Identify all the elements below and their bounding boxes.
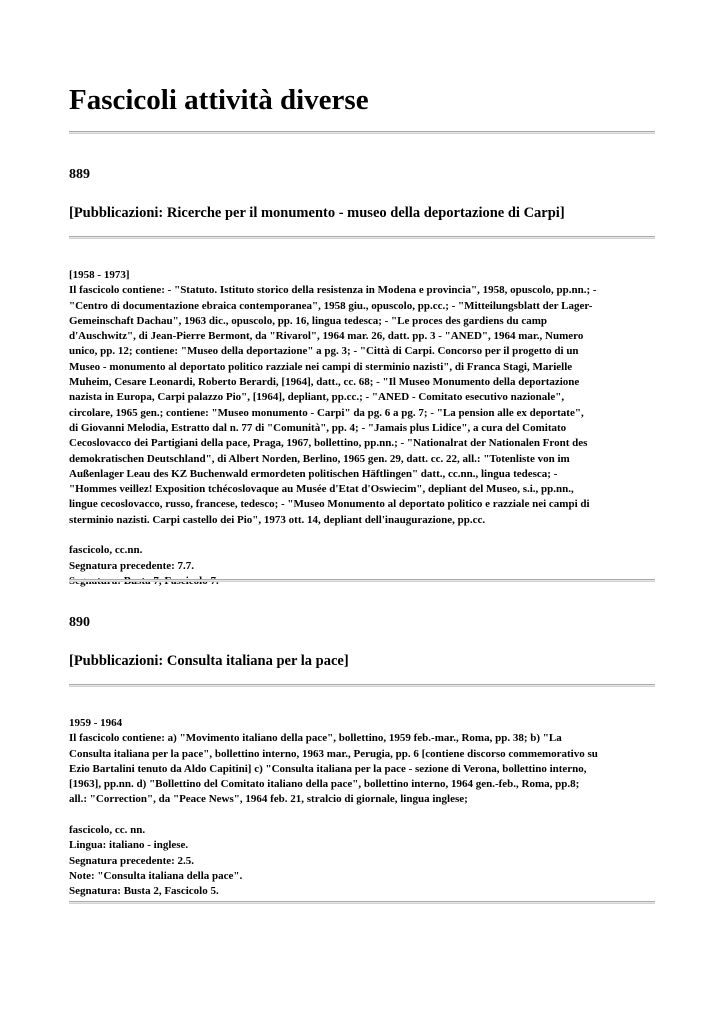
description-line: di Giovanni Melodia, Estratto dal n. 77 di "Comunità", pp. 4; - "Jamais plus Lidice", a cura del Comitato	[69, 421, 567, 434]
note: Note: "Consulta italiana della pace".	[69, 869, 243, 882]
description-line: "Centro di documentazione ebraica contemporanea", 1958 giu., opuscolo, pp.cc.; - "Mitteilungsblatt der Lager-	[69, 299, 593, 312]
description-line: Museo - monumento al deportato politico razziale nei campi di sterminio nazisti", di Franca Stagi, Marielle	[69, 360, 573, 373]
entry-heading: [Pubblicazioni: Ricerche per il monumento - museo della deportazione di Carpi]	[69, 205, 565, 221]
entry-divider	[69, 579, 655, 582]
description-line: circolare, 1965 gen.; contiene: "Museo monumento - Carpi" da pg. 6 a pg. 7; - "La pension alle ex deportate",	[69, 406, 584, 419]
paragraph-gap	[69, 808, 669, 823]
description-line: Muheim, Cesare Leonardi, Roberto Berardi, [1964], datt., cc. 68; - "Il Museo Monumento della deportazione	[69, 376, 580, 389]
description-line: Il fascicolo contiene: - "Statuto. Istituto storico della resistenza in Modena e provincia", 1958, opuscolo, pp.nn.; -	[69, 284, 597, 297]
entry-number: 890	[69, 615, 90, 630]
title-divider	[69, 131, 655, 134]
description-line: demokratischen Deutschland", di Albert Norden, Berlino, 1965 gen. 29, datt. cc. 22, all.: "Totenliste von im	[69, 452, 570, 465]
description-line: all.: "Correction", da "Peace News", 1964 feb. 21, stralcio di giornale, lingua inglese;	[69, 793, 468, 806]
description-line: Außenlager Leau des KZ Buchenwald ermordeten politischen Häftlingen" datt., cc.nn., lingua tedesca; -	[69, 467, 558, 480]
physical-description: fascicolo, cc. nn.	[69, 824, 146, 837]
physical-description: fascicolo, cc.nn.	[69, 544, 143, 557]
language: Lingua: italiano - inglese.	[69, 839, 189, 852]
signature: Segnatura: Busta 2, Fascicolo 5.	[69, 885, 219, 898]
description-line: Il fascicolo contiene: a) "Movimento italiano della pace", bollettino, 1959 feb.-mar., Roma, pp. 38; b) "La	[69, 732, 562, 745]
entry-heading: [Pubblicazioni: Consulta italiana per la pace]	[69, 653, 349, 669]
description-line: sterminio nazisti. Carpi castello dei Pio", 1973 ott. 14, depliant dell'inaugurazione, pp.cc.	[69, 513, 486, 526]
description-line: Consulta italiana per la pace", bollettino interno, 1963 mar., Perugia, pp. 6 [contiene discorso commemorativo su	[69, 747, 598, 760]
previous-signature: Segnatura precedente: 7.7.	[69, 559, 195, 572]
entry-body	[69, 268, 669, 589]
description-line: Gemeinschaft Dachau", 1963 dic., opuscolo, pp. 16, lingua tedesca; - "Le proces des gardiens du camp	[69, 314, 548, 327]
description-line: [1963], pp.nn. d) "Bollettino del Comitato italiano della pace", bollettino interno, 1964 gen.-feb., Roma, pp.8;	[69, 778, 580, 791]
description-line: Ezio Bartalini tenuto da Aldo Capitini] c) "Consulta italiana per la pace - sezione di Verona, bollettino interno,	[69, 762, 587, 775]
description-line: d'Auschwitz", di Jean-Pierre Bermont, da "Rivarol", 1964 mar. 26, datt. pp. 3 - "ANED", 1964 mar., Numero	[69, 330, 584, 343]
description-line: lingue cecoslovacco, russo, francese, tedesco; - "Museo Monumento al deportato politico e razziale nei campi di	[69, 498, 590, 511]
description-line: Cecoslovacco dei Partigiani della pace, Praga, 1967, bollettino, pp.nn.; - "Nationalrat der Nationalen Front des	[69, 437, 588, 450]
entry-body	[69, 716, 669, 900]
paragraph-gap	[69, 528, 669, 543]
description-line: unico, pp. 12; contiene: "Museo della deportazione" a pg. 3; - "Città di Carpi. Concorso per il progetto di un	[69, 345, 579, 358]
description-line: nazista in Europa, Carpi palazzo Pio", [1964], depliant, pp.cc.; - "ANED - Comitato esecutivo nazionale",	[69, 391, 565, 404]
previous-signature: Segnatura precedente: 2.5.	[69, 854, 195, 867]
entry-divider	[69, 901, 655, 904]
page-title: Fascicoli attività diverse	[69, 84, 369, 116]
description-line: "Hommes veillez! Exposition tchécoslovaque au Musée d'Etat d'Oswiecim", depliant del Museo, s.i., pp.nn.,	[69, 483, 574, 496]
entry-divider	[69, 236, 655, 239]
entry-divider	[69, 684, 655, 687]
entry-date: 1959 - 1964	[69, 717, 123, 729]
entry-number: 889	[69, 167, 90, 182]
entry-date: [1958 - 1973]	[69, 269, 130, 281]
